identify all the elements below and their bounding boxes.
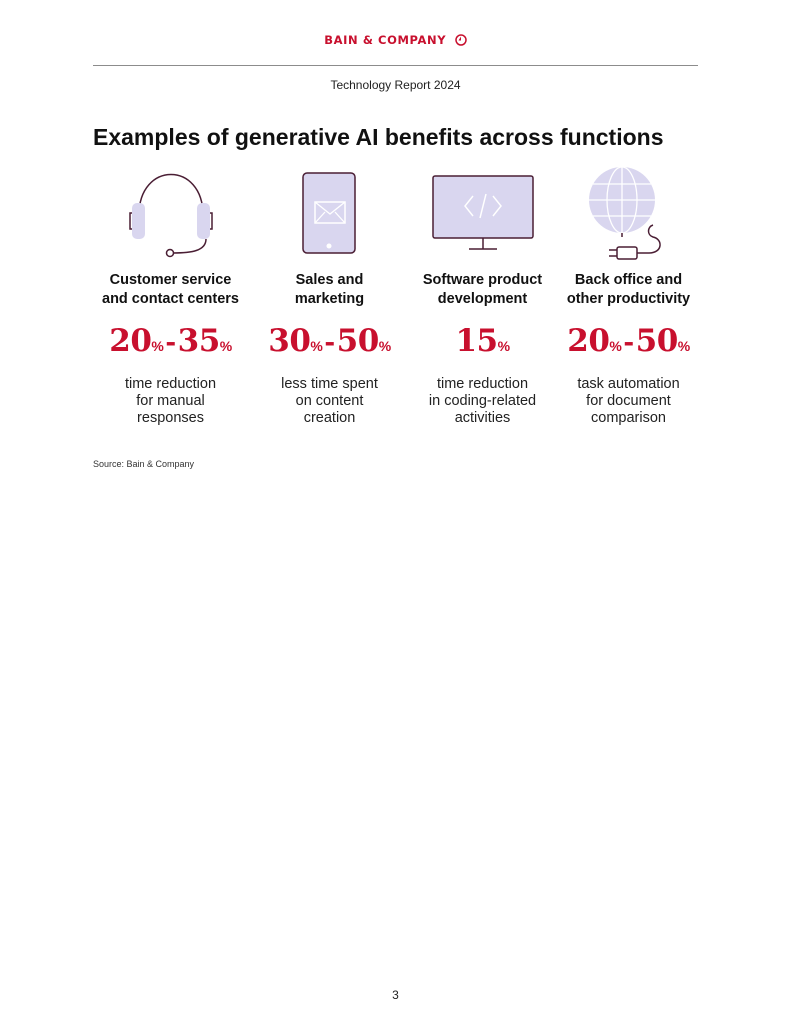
report-name: Technology Report 2024 xyxy=(330,78,461,92)
benefit-stat: 30%-50% xyxy=(268,323,391,359)
header-divider xyxy=(93,65,698,66)
function-software-development xyxy=(405,163,560,427)
benefit-description: time reduction in coding-related activities xyxy=(428,376,537,426)
function-back-office xyxy=(551,163,706,427)
benefit-description: task automation for document comparison xyxy=(577,376,680,426)
globe-plug-icon xyxy=(579,163,679,263)
function-name: Sales and marketing xyxy=(294,272,365,307)
brand-logo xyxy=(0,33,791,47)
function-customer-service xyxy=(93,163,248,427)
headset-icon xyxy=(121,163,221,263)
benefit-stat: 20%-35% xyxy=(109,323,232,359)
brand-name: BAIN & COMPANY xyxy=(324,33,447,47)
function-name: Back office and other productivity xyxy=(566,272,691,307)
benefit-description: less time spent on content creation xyxy=(281,376,378,426)
page-title: Examples of generative AI benefits across functions xyxy=(93,124,664,150)
function-name: Software product development xyxy=(422,272,543,307)
compass-logo-icon xyxy=(455,34,467,46)
tablet-mail-icon xyxy=(280,163,380,263)
page-number: 3 xyxy=(392,988,399,1002)
function-sales-marketing xyxy=(252,163,407,427)
benefit-stat: 15% xyxy=(455,323,510,359)
source-note: Source: Bain & Company xyxy=(93,459,195,469)
benefit-stat: 20%-50% xyxy=(567,323,690,359)
function-name: Customer service and contact centers xyxy=(102,272,239,307)
benefit-description: time reduction for manual responses xyxy=(124,376,217,426)
monitor-code-icon xyxy=(428,163,538,263)
benefits-grid xyxy=(93,163,705,443)
